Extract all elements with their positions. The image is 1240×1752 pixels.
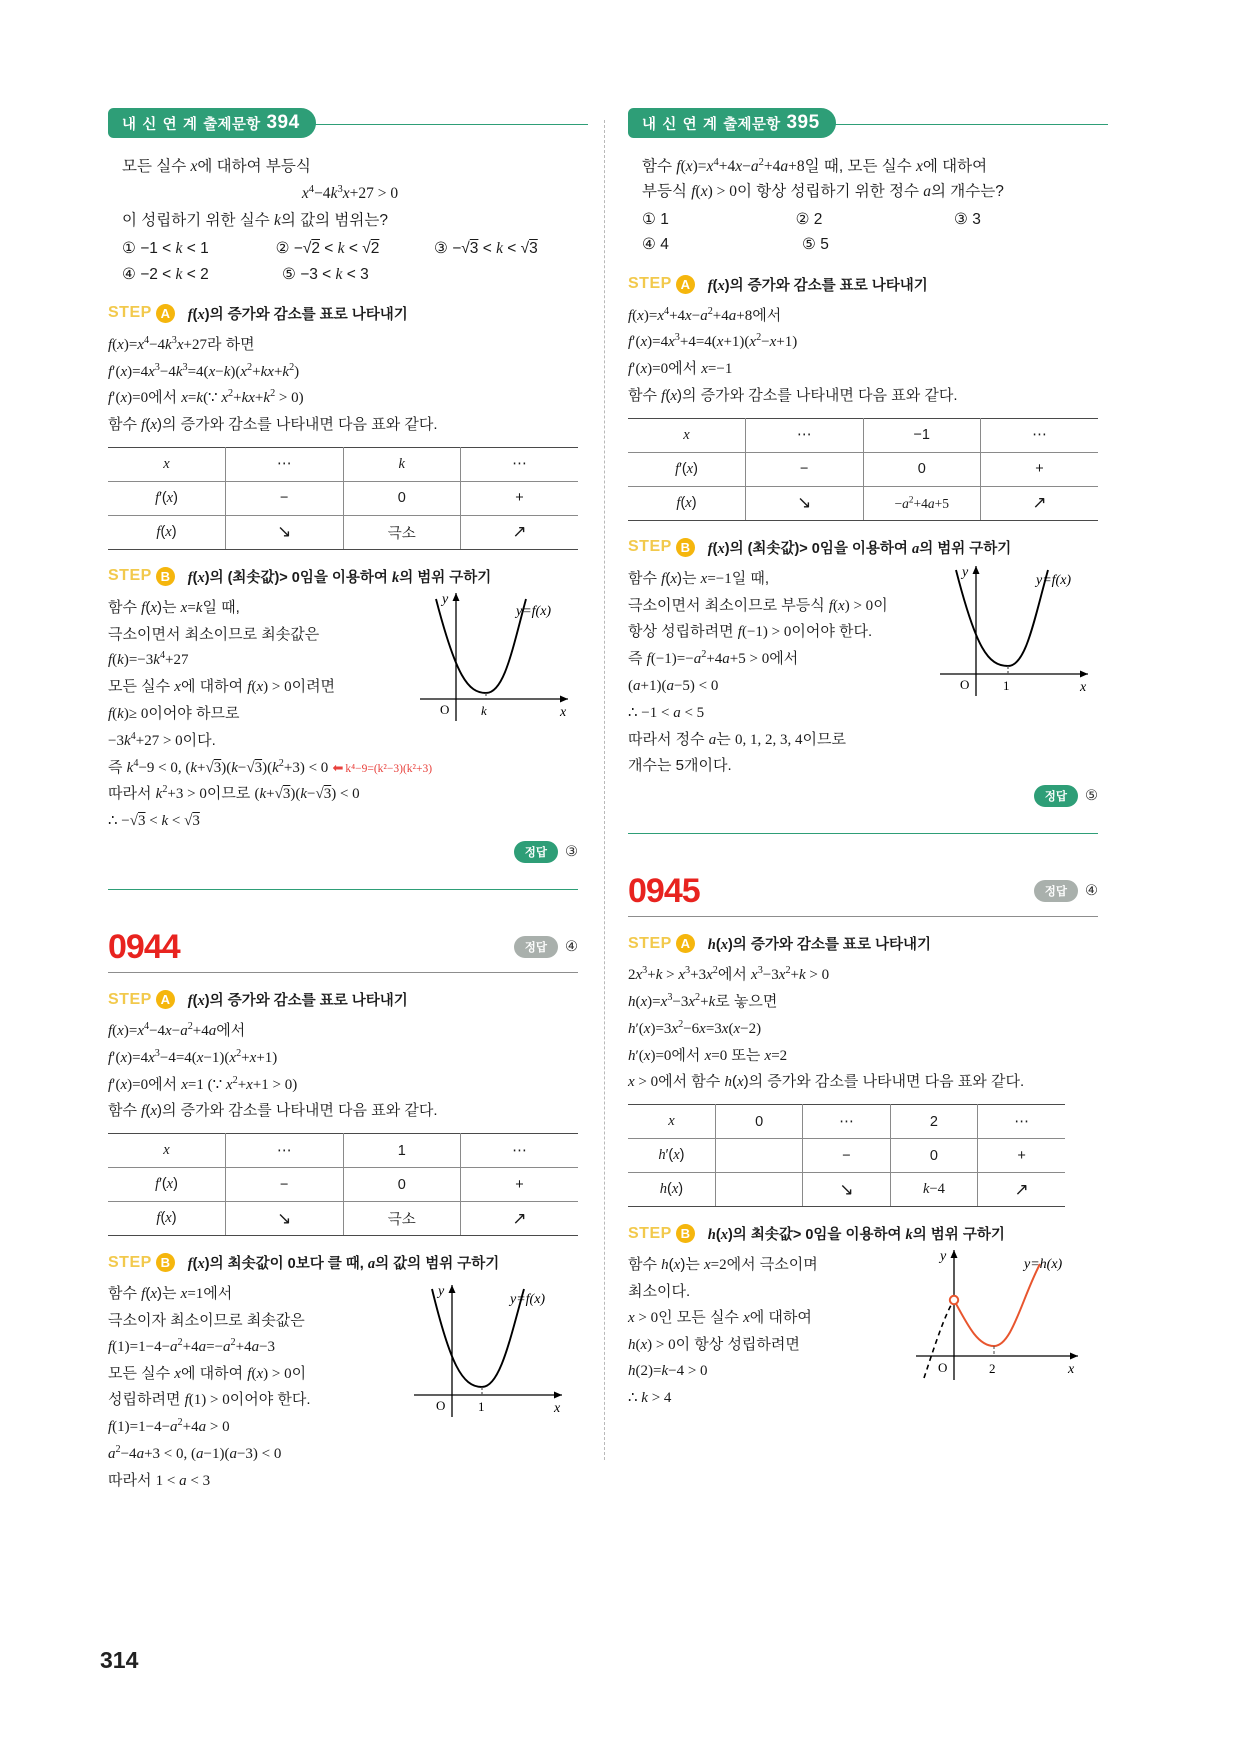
stepb-line-2: 극소이면서 최소이므로 최솟값은 [108,625,320,643]
cell: ⋯ [461,1134,579,1168]
note-arrow-icon: ⬅ [332,759,344,775]
step-word: STEP [108,1253,152,1271]
question-395 [628,152,1098,258]
cell: x [108,1134,226,1168]
step-a-title: f(x)의 증가와 감소를 표로 나타내기 [187,306,408,323]
step-a-title: f(x)의 증가와 감소를 표로 나타내기 [707,277,928,294]
question-line-1: 모든 실수 x에 대하여 부등식 [122,158,311,175]
stepa-line-3: f′(x)=0에서 x=1 (∵ $x^2+x+1 > 0$) [108,1074,298,1093]
step-word: STEP [628,275,672,293]
stepb-line-2: 극소이자 최소이므로 최솟값은 [108,1312,305,1330]
naesin-chip [108,108,316,138]
svg-text:y=f(x): y=f(x) [516,603,552,619]
answer-pill: 정답 [514,841,558,863]
question-expression: $x^4-4k^3x+27 > 0$ [301,184,399,203]
stepa-line-4: h′(x)=0에서 x=0 또는 x=2 [628,1046,788,1064]
table-row [108,515,578,549]
cell: 극소 [343,515,461,549]
stepb-line-9: ∴ −√3 < k < √3 [108,813,200,830]
cell: − [746,452,864,486]
svg-text:y=h(x): y=h(x) [1024,1257,1063,1273]
stepa-line-2: $f'(x)=4x^3+4=4(x+1)(x^2-x+1)$ [628,332,798,351]
step-word: STEP [108,567,152,585]
step-b-title: h(x)의 최솟값> 0임을 이용하여 k의 범위 구하기 [707,1227,1005,1244]
cell: + [978,1139,1065,1173]
choice-2[interactable]: ② −√2 < k < √2 [275,240,380,258]
cell: ⋯ [981,418,1099,452]
table-row [108,1168,578,1202]
page-number: 314 [100,1647,139,1673]
cell: −1 [863,418,981,452]
cell: k [343,447,461,481]
choice-4[interactable]: ④ 4 [642,236,669,254]
cell [226,515,344,549]
cell: x [108,447,226,481]
stepa-line-3: f′(x)=0에서 x=k(∵ $x^2+kx+k^2 > 0$) [108,388,304,407]
question-394 [108,152,578,287]
right-column [628,108,1098,1412]
answer-395 [628,785,1098,807]
step-b-title: f(x)의 (최솟값)> 0임을 이용하여 k의 범위 구하기 [187,569,492,586]
section-separator [628,833,1098,834]
chip-sublabel: 출제문항 [723,116,781,133]
chip-sublabel: 출제문항 [203,116,261,133]
graph-0944 [400,1273,580,1428]
step-b-heading-0944 [108,1252,578,1273]
question-line-2: 이 성립하기 위한 실수 k의 값의 범위는? [122,212,388,230]
step-badge-b: B [156,1253,175,1272]
stepb-line-1: 함수 h(x)는 x=2에서 극소이며 [628,1256,818,1274]
step-badge-a: A [676,275,695,294]
problem-header-0945 [628,872,1098,911]
stepb-line-2: 극소이면서 최소이므로 부등식 f(x) > 0이 [628,596,888,614]
svg-text:k: k [481,702,487,718]
step-b-title: f(x)의 최솟값이 0보다 클 때, a의 값의 범위 구하기 [187,1256,500,1273]
step-badge-b: B [156,567,175,586]
cell [978,1173,1065,1207]
stepb-line-5: h(2)=k−4 > 0 [628,1363,708,1380]
svg-text:O: O [960,676,970,692]
graph-394 [408,581,583,736]
stepa-line-5: x > 0에서 함수 h(x)의 증가와 감소를 나타내면 다음 표와 같다. [628,1073,1025,1091]
naesin-header-395 [628,108,1098,142]
side-note-394: k⁴−9=(k²−3)(k²+3) [345,762,433,775]
cell: f′(x) [108,1168,226,1202]
chip-label-3: 연 [682,116,697,133]
stepb-line-8: 개수는 5개이다. [628,757,732,775]
step-badge-a: A [156,304,175,323]
cell: x [628,418,746,452]
stepb-line-1: 함수 f(x)는 x=1에서 [108,1285,233,1303]
stepa-line-4: 함수 f(x)의 증가와 감소를 나타내면 다음 표와 같다. [628,386,958,404]
stepb-line-4: 모든 실수 x에 대하여 f(x) > 0이려면 [108,678,336,696]
choice-1[interactable]: ① 1 [642,211,669,229]
stepb-line-3: 항상 성립하려면 f(−1) > 0이어야 한다. [628,623,873,641]
stepa-line-1: $f(x)=x^4-4x-a^2+4a$에서 [108,1021,246,1040]
stepa-line-4: 함수 f(x)의 증가와 감소를 나타내면 다음 표와 같다. [108,1102,438,1120]
naesin-chip [628,108,836,138]
choice-1[interactable]: ① −1 < k < 1 [122,240,209,258]
answer-value: ④ [1085,883,1098,900]
cell: 0 [890,1139,977,1173]
answer-pill: 정답 [514,936,558,958]
chip-label-1: 내 [122,116,137,133]
step-a-heading-395 [628,274,1098,295]
stepb-body-394 [108,591,578,835]
step-a-heading-0945 [628,933,1098,954]
choice-5[interactable]: ⑤ −3 < k < 3 [282,265,369,283]
table-row [108,481,578,515]
graph-0945 [906,1238,1101,1393]
svg-text:1: 1 [1003,677,1010,693]
cell: − [226,481,344,515]
step-word: STEP [108,304,152,322]
column-divider [604,120,605,1460]
cell [981,486,1099,520]
cell: + [461,481,579,515]
chip-label-2: 신 [142,116,157,133]
stepa-line-1: $f(x)=x^4-4k^3x+27$라 하면 [108,334,255,353]
svg-text:y: y [438,1284,445,1300]
step-word: STEP [628,1224,672,1242]
cell: 극소 [343,1202,461,1236]
table-row [628,486,1098,520]
stepb-body-395 [628,566,1098,779]
cell: ⋯ [978,1105,1065,1139]
table-row [628,1173,1065,1207]
choice-3[interactable]: ③ 3 [954,211,981,229]
stepa-line-1: $2x^3+k > x^3+3x^2$에서 $x^3-3x^2+k > 0$ [628,965,830,984]
table-row [628,418,1098,452]
stepa-line-1: $f(x)=x^4+4x-a^2+4a+8$에서 [628,305,782,324]
cell: ⋯ [746,418,864,452]
chip-number: 394 [266,112,300,133]
step-word: STEP [628,538,672,556]
table-row [108,1134,578,1168]
graph-395 [928,554,1103,709]
stepb-line-4: 즉 $f(-1)=-a^2+4a+5 > 0$에서 [628,649,799,668]
stepb-line-2: 최소이다. [628,1282,691,1300]
answer-value: ④ [565,939,578,956]
question-line-1: 함수 $f(x)=x^4+4x-a^2+4a+8$일 때, 모든 실수 x에 대하여 [642,157,988,176]
cell: ⋯ [803,1105,890,1139]
choice-4[interactable]: ④ −2 < k < 2 [122,265,209,283]
section-separator [108,889,578,890]
cell: f′(x) [108,481,226,515]
cell: $-a^2+4a+5$ [863,486,981,520]
cell: + [461,1168,579,1202]
stepa-line-2: $f'(x)=4x^3-4=4(x-1)(x^2+x+1)$ [108,1047,278,1066]
svg-text:y: y [442,591,449,607]
stepb-line-8: 따라서 1 < a < 3 [108,1471,211,1489]
chip-number: 395 [786,112,820,133]
variation-table-0945 [628,1104,1065,1207]
cell [461,1202,579,1236]
stepa-line-4: 함수 f(x)의 증가와 감소를 나타내면 다음 표와 같다. [108,416,438,434]
table-row [628,1139,1065,1173]
stepb-line-5: 성립하려면 f(1) > 0이어야 한다. [108,1391,311,1409]
step-word: STEP [108,990,152,1008]
svg-text:x: x [1068,1362,1075,1378]
problem-rule [628,916,1098,917]
answer-value: ⑤ [1085,788,1098,805]
step-a-heading-394 [108,303,578,324]
problem-header-0944 [108,928,578,967]
cell: 2 [890,1105,977,1139]
step-word: STEP [628,934,672,952]
problem-rule [108,972,578,973]
step-b-title: f(x)의 (최솟값)> 0임을 이용하여 a의 범위 구하기 [707,540,1012,557]
cell [226,1202,344,1236]
stepb-line-3: $f(k)=-3k^4+27$ [108,650,189,669]
cell: 0 [343,481,461,515]
svg-text:y: y [940,1249,947,1265]
step-a-heading-0944 [108,989,578,1010]
cell: 0 [343,1168,461,1202]
step-badge-b: B [676,538,695,557]
cell: 0 [863,452,981,486]
stepb-line-6: $f(1)=1-4-a^2+4a > 0$ [108,1417,230,1436]
stepa-line-3: f′(x)=0에서 x=−1 [628,360,733,378]
table-row [108,1202,578,1236]
cell [715,1173,802,1207]
cell: h′(x) [628,1139,715,1173]
stepa-line-2: $f'(x)=4x^3-4k^3=4(x-k)(x^2+kx+k^2)$ [108,361,300,380]
cell: h(x) [628,1173,715,1207]
stepb-line-6: $-3k^4+27 > 0$이다. [108,730,216,749]
step-badge-a: A [156,990,175,1009]
svg-text:x: x [560,704,567,720]
table-row [628,1105,1065,1139]
answer-394 [108,841,578,863]
svg-text:y=f(x): y=f(x) [1036,572,1072,588]
stepb-line-7: 따라서 정수 a는 0, 1, 2, 3, 4이므로 [628,730,846,748]
cell: f′(x) [628,452,746,486]
table-row [628,452,1098,486]
svg-text:O: O [938,1360,948,1376]
cell: − [226,1168,344,1202]
stepb-line-5: f(k)≥ 0이어야 하므로 [108,705,240,723]
cell: 0 [715,1105,802,1139]
svg-text:y=f(x): y=f(x) [510,1292,546,1308]
cell: + [981,452,1099,486]
cell: f(x) [108,515,226,549]
step-a-title: h(x)의 증가와 감소를 표로 나타내기 [707,937,932,954]
stepb-line-4: 모든 실수 x에 대하여 f(x) > 0이 [108,1364,307,1382]
naesin-header-394 [108,108,578,142]
cell: f(x) [108,1202,226,1236]
stepb-body-0945 [628,1249,1098,1412]
step-a-title: f(x)의 증가와 감소를 표로 나타내기 [187,993,408,1010]
question-line-2: 부등식 f(x) > 0이 항상 성립하기 위한 정수 a의 개수는? [642,183,1004,201]
stepb-line-5: (a+1)(a−5) < 0 [628,677,719,694]
cell [715,1139,802,1173]
stepb-line-3: $f(1)=1-4-a^2+4a=-a^2+4a-3$ [108,1336,276,1355]
variation-table-395 [628,418,1098,521]
choice-2[interactable]: ② 2 [795,211,823,229]
problem-number: 0944 [108,928,180,967]
step-badge-a: A [676,934,695,953]
answer-pill: 정답 [1034,880,1078,902]
table-row [108,447,578,481]
cell: ⋯ [226,1134,344,1168]
svg-text:1: 1 [478,1399,485,1415]
cell: f(x) [628,486,746,520]
cell [461,515,579,549]
stepb-line-6: ∴ −1 < a < 5 [628,704,705,721]
choice-3[interactable]: ③ −√3 < k < √3 [434,240,538,258]
svg-text:y: y [962,564,969,580]
stepb-line-7: $a^2-4a+3 < 0$, (a−1)(a−3) < 0 [108,1444,282,1463]
stepb-line-1: 함수 f(x)는 x=−1일 때, [628,569,770,587]
svg-text:O: O [440,701,450,717]
left-column [108,108,578,1495]
chip-label-3: 연 [162,116,177,133]
svg-text:x: x [1080,679,1087,695]
choice-list-395 [642,207,1098,257]
variation-table-394 [108,447,578,550]
stepb-line-8: 따라서 $k^2+3 > 0$이므로 (k+√3)(k−√3) < 0 [108,784,360,803]
svg-text:2: 2 [989,1361,996,1377]
stepb-body-0944 [108,1281,578,1494]
cell: k−4 [890,1173,977,1207]
chip-label-1: 내 [642,116,657,133]
problem-number: 0945 [628,872,700,911]
stepb-line-3: x > 0인 모든 실수 x에 대하여 [628,1308,812,1326]
chip-label-4: 계 [702,116,718,133]
answer-value: ③ [565,844,578,861]
chip-label-2: 신 [662,116,677,133]
cell: x [628,1105,715,1139]
stepb-line-7: 즉 $k^4-9 < 0$, $(k+√3)(k-√3)(k^2+3) < 0$ ⬅ k⁴−9=(k²−3)(k²+3) [108,757,433,776]
answer-pill: 정답 [1034,785,1078,807]
chip-label-4: 계 [182,116,198,133]
cell: 1 [343,1134,461,1168]
cell: ⋯ [226,447,344,481]
stepa-line-2: $h(x)=x^3-3x^2+k$로 놓으면 [628,991,778,1010]
choice-5[interactable]: ⑤ 5 [802,236,829,254]
cell: − [803,1139,890,1173]
cell [746,486,864,520]
svg-text:O: O [436,1398,446,1414]
cell [803,1173,890,1207]
stepb-line-1: 함수 f(x)는 x=k일 때, [108,598,240,616]
stepb-line-6: ∴ k > 4 [628,1390,672,1407]
stepb-line-4: h(x) > 0이 항상 성립하려면 [628,1335,800,1353]
choice-list-394 [122,236,578,286]
stepa-line-3: $h'(x)=3x^2-6x=3x(x-2)$ [628,1018,762,1037]
svg-text:x: x [554,1401,561,1417]
variation-table-0944 [108,1133,578,1236]
step-badge-b: B [676,1224,695,1243]
cell: ⋯ [461,447,579,481]
